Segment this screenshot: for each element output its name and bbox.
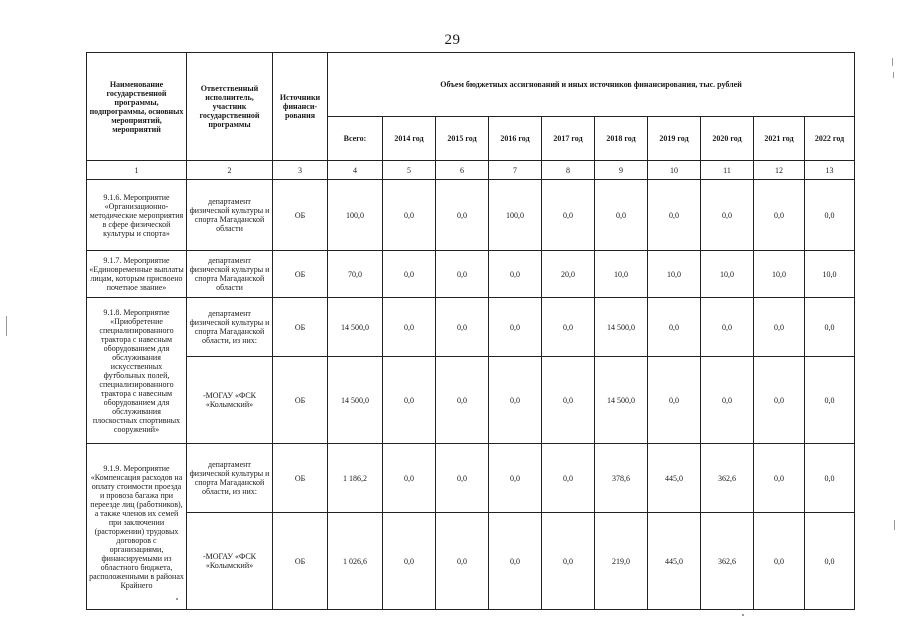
executor: департамент физической культуры и спорта Магаданской области bbox=[187, 251, 273, 298]
year-value: 445,0 bbox=[648, 513, 701, 610]
year-value: 0,0 bbox=[754, 298, 805, 357]
scan-artifact-line bbox=[894, 520, 895, 530]
column-number: 6 bbox=[436, 161, 489, 180]
total-value: 1 026,6 bbox=[328, 513, 383, 610]
year-value: 14 500,0 bbox=[595, 298, 648, 357]
year-value: 0,0 bbox=[383, 251, 436, 298]
header-year: 2014 год bbox=[383, 117, 436, 161]
header-year: 2016 год bbox=[489, 117, 542, 161]
year-value: 378,6 bbox=[595, 444, 648, 513]
measure-name: 9.1.8. Мероприятие «Приобретение специализированного трактора с навесным оборудованием для обслуживания искусственных футбольных полей, специализированного трактора с навесным оборудованием для обслуживания плоскостных спортивных сооружений» bbox=[87, 298, 187, 444]
column-number: 12 bbox=[754, 161, 805, 180]
header-name: Наименование государственной программы, подпрограммы, основных мероприятий, мероприятий bbox=[87, 53, 187, 161]
column-number: 1 bbox=[87, 161, 187, 180]
year-value: 0,0 bbox=[383, 180, 436, 251]
column-number: 13 bbox=[805, 161, 855, 180]
year-value: 0,0 bbox=[383, 298, 436, 357]
column-number-row bbox=[87, 161, 855, 180]
year-value: 0,0 bbox=[754, 180, 805, 251]
column-number: 4 bbox=[328, 161, 383, 180]
year-value: 0,0 bbox=[436, 251, 489, 298]
year-value: 0,0 bbox=[383, 513, 436, 610]
year-value: 0,0 bbox=[542, 298, 595, 357]
year-value: 0,0 bbox=[489, 444, 542, 513]
year-value: 14 500,0 bbox=[595, 357, 648, 444]
header-year: 2022 год bbox=[805, 117, 855, 161]
scan-artifact-dot bbox=[742, 614, 744, 616]
year-value: 0,0 bbox=[489, 251, 542, 298]
year-value: 0,0 bbox=[542, 180, 595, 251]
executor: департамент физической культуры и спорта Магаданской области, из них: bbox=[187, 444, 273, 513]
year-value: 0,0 bbox=[754, 513, 805, 610]
year-value: 100,0 bbox=[489, 180, 542, 251]
column-number: 10 bbox=[648, 161, 701, 180]
year-value: 0,0 bbox=[436, 444, 489, 513]
page-number: 29 bbox=[444, 32, 461, 48]
funding-source: ОБ bbox=[273, 513, 328, 610]
year-value: 0,0 bbox=[542, 357, 595, 444]
year-value: 0,0 bbox=[701, 180, 754, 251]
executor: -МОГАУ «ФСК «Колымский» bbox=[187, 513, 273, 610]
year-value: 362,6 bbox=[701, 444, 754, 513]
year-value: 0,0 bbox=[489, 357, 542, 444]
year-value: 0,0 bbox=[489, 513, 542, 610]
year-value: 0,0 bbox=[436, 513, 489, 610]
year-value: 0,0 bbox=[383, 444, 436, 513]
scan-artifact-line bbox=[892, 58, 893, 66]
header-year: 2017 год bbox=[542, 117, 595, 161]
executor: департамент физической культуры и спорта Магаданской области, из них: bbox=[187, 298, 273, 357]
header-year: 2019 год bbox=[648, 117, 701, 161]
total-value: 14 500,0 bbox=[328, 298, 383, 357]
scan-artifact-line bbox=[893, 72, 894, 78]
year-value: 0,0 bbox=[489, 298, 542, 357]
column-number: 11 bbox=[701, 161, 754, 180]
header-year: 2021 год bbox=[754, 117, 805, 161]
year-value: 0,0 bbox=[436, 298, 489, 357]
total-value: 1 186,2 bbox=[328, 444, 383, 513]
measure-name: 9.1.6. Мероприятие «Организационно-методические мероприятия в сфере физической культуры и спорта» bbox=[87, 180, 187, 251]
year-value: 0,0 bbox=[805, 298, 855, 357]
total-value: 14 500,0 bbox=[328, 357, 383, 444]
funding-source: ОБ bbox=[273, 180, 328, 251]
column-number: 3 bbox=[273, 161, 328, 180]
header-executor: Ответственный исполнитель, участник государственной программы bbox=[187, 53, 273, 161]
year-value: 0,0 bbox=[805, 357, 855, 444]
funding-source: ОБ bbox=[273, 357, 328, 444]
year-value: 10,0 bbox=[805, 251, 855, 298]
year-value: 0,0 bbox=[436, 180, 489, 251]
header-total: Всего: bbox=[328, 117, 383, 161]
year-value: 0,0 bbox=[436, 357, 489, 444]
year-value: 0,0 bbox=[805, 513, 855, 610]
header-year: 2018 год bbox=[595, 117, 648, 161]
year-value: 0,0 bbox=[805, 180, 855, 251]
year-value: 0,0 bbox=[648, 357, 701, 444]
year-value: 0,0 bbox=[595, 180, 648, 251]
column-number: 5 bbox=[383, 161, 436, 180]
budget-table bbox=[86, 52, 855, 610]
year-value: 0,0 bbox=[542, 513, 595, 610]
measure-name: 9.1.7. Мероприятие «Единовременные выплаты лицам, которым присвоено почетное звание» bbox=[87, 251, 187, 298]
table-row bbox=[87, 444, 855, 513]
header-source: Источники финанси-рования bbox=[273, 53, 328, 161]
column-number: 8 bbox=[542, 161, 595, 180]
scan-artifact-dot bbox=[176, 598, 178, 600]
year-value: 0,0 bbox=[754, 444, 805, 513]
year-value: 0,0 bbox=[805, 444, 855, 513]
header-year: 2020 год bbox=[701, 117, 754, 161]
column-number: 2 bbox=[187, 161, 273, 180]
column-number: 9 bbox=[595, 161, 648, 180]
year-value: 362,6 bbox=[701, 513, 754, 610]
year-value: 20,0 bbox=[542, 251, 595, 298]
table-row bbox=[87, 357, 855, 444]
funding-source: ОБ bbox=[273, 251, 328, 298]
year-value: 0,0 bbox=[648, 298, 701, 357]
total-value: 100,0 bbox=[328, 180, 383, 251]
year-value: 219,0 bbox=[595, 513, 648, 610]
executor: -МОГАУ «ФСК «Колымский» bbox=[187, 357, 273, 444]
year-value: 0,0 bbox=[648, 180, 701, 251]
table-row bbox=[87, 298, 855, 357]
table-row bbox=[87, 513, 855, 610]
budget-table-container bbox=[86, 52, 854, 610]
measure-name: 9.1.9. Мероприятие «Компенсация расходов на оплату стоимости проезда и провоза багажа при переезде лиц (работников), а также членов их семей при заключении (расторжении) трудовых договоров с организациями, финансируемыми из областного бюджета, расположенными в районах Крайнего bbox=[87, 444, 187, 610]
header-volume: Объем бюджетных ассигнований и иных источников финансирования, тыс. рублей bbox=[328, 53, 855, 117]
funding-source: ОБ bbox=[273, 444, 328, 513]
funding-source: ОБ bbox=[273, 298, 328, 357]
year-value: 10,0 bbox=[701, 251, 754, 298]
year-value: 445,0 bbox=[648, 444, 701, 513]
year-value: 0,0 bbox=[542, 444, 595, 513]
total-value: 70,0 bbox=[328, 251, 383, 298]
year-value: 10,0 bbox=[648, 251, 701, 298]
executor: департамент физической культуры и спорта Магаданской области bbox=[187, 180, 273, 251]
column-number: 7 bbox=[489, 161, 542, 180]
header-year: 2015 год bbox=[436, 117, 489, 161]
scan-artifact-line bbox=[6, 316, 7, 336]
table-row bbox=[87, 251, 855, 298]
table-row bbox=[87, 180, 855, 251]
year-value: 0,0 bbox=[754, 357, 805, 444]
year-value: 10,0 bbox=[595, 251, 648, 298]
year-value: 10,0 bbox=[754, 251, 805, 298]
year-value: 0,0 bbox=[383, 357, 436, 444]
year-value: 0,0 bbox=[701, 357, 754, 444]
year-value: 0,0 bbox=[701, 298, 754, 357]
